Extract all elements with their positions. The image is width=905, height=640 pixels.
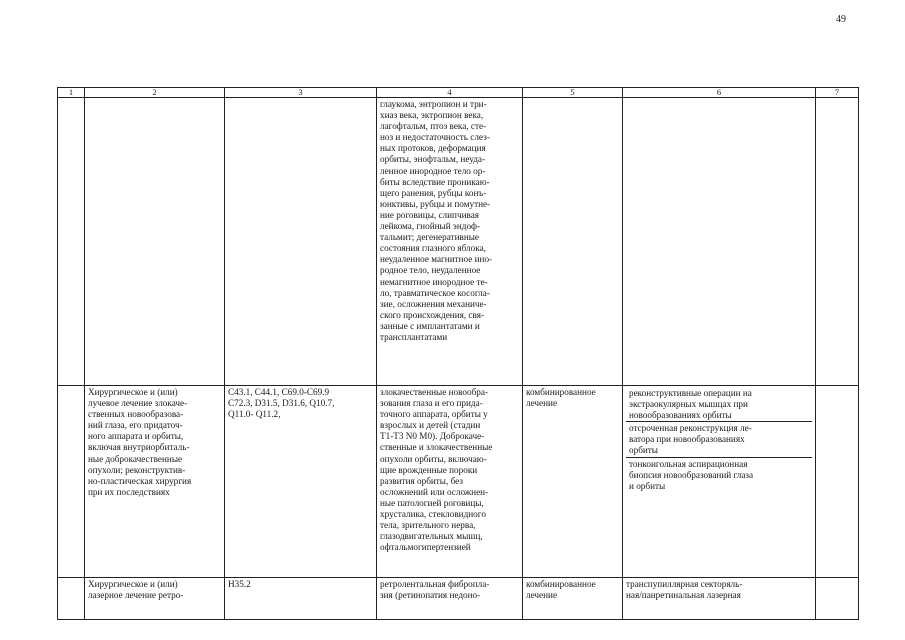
text-line: зия (ретинопатия недоно- (380, 590, 481, 601)
row-cell-diagnosis (377, 98, 523, 386)
text-line: ленное инородное тело ор- (380, 165, 486, 176)
text-line: щие врожденные пороки (380, 464, 478, 475)
text-line: занные с имплантатами и (380, 320, 480, 331)
row-cell-procedure (85, 578, 225, 620)
text-line: точного аппарата, орбиты у (380, 409, 488, 420)
row-cell-treatment-type (523, 98, 623, 386)
text-line: глазодвигательных мышц, (380, 531, 483, 542)
text-line: новообразованиях орбиты (629, 410, 732, 421)
column-number-4: 4 (377, 88, 523, 98)
text-line: H35.2 (228, 579, 251, 589)
row-cell-icd-codes (225, 578, 377, 620)
row-cell-col7 (816, 578, 859, 620)
column-number-1: 1 (58, 88, 85, 98)
method-item (626, 387, 812, 422)
text-line: опухоли; реконструктив- (88, 464, 186, 475)
text-line: Хирургическое и (или) (88, 387, 178, 397)
method-item (626, 422, 812, 457)
text-line: тела, зрительного нерва, (380, 520, 476, 531)
text-line: T1-T3 N0 M0). Доброкаче- (380, 431, 485, 442)
text-line: но-пластическая хирургия (88, 475, 192, 486)
text-line: ретролентальная фибропла- (380, 579, 490, 589)
row-cell-treatment-type (523, 578, 623, 620)
table-header-row (58, 88, 859, 98)
text-line: при их последствиях (88, 486, 170, 497)
text-line: тонкоигольная аспирационная (629, 458, 748, 469)
text-line: неудаленное магнитное ино- (380, 254, 493, 265)
row-cell-icd-codes (225, 386, 377, 578)
text-line: тальмит; дегенеративные (380, 232, 479, 243)
text-line: щего ранения, рубцы конъ- (380, 187, 487, 198)
row-cell-col1 (58, 578, 85, 620)
table-row (58, 98, 859, 386)
text-line: лучевое лечение злокаче- (88, 398, 188, 409)
text-line: лечение (526, 398, 558, 409)
text-line: комбинированное (526, 387, 596, 397)
column-number-7: 7 (816, 88, 859, 98)
row-cell-procedure (85, 386, 225, 578)
text-line: опухоли орбиты, включаю- (380, 453, 487, 464)
text-line: взрослых и детей (стадии (380, 420, 481, 431)
text-line: биты вследствие проникаю- (380, 176, 490, 187)
text-line: лечение (526, 590, 558, 601)
text-line: ственных новообразова- (88, 409, 184, 420)
text-line: глаукома, энтропион и три- (380, 99, 487, 109)
text-line: ные патологией роговицы, (380, 497, 484, 508)
text-line: ные доброкачественные (88, 453, 183, 464)
text-line: орбиты (629, 445, 658, 456)
text-line: юнктивы, рубцы и помутне- (380, 198, 491, 209)
table-row (58, 386, 859, 578)
row-cell-col1 (58, 98, 85, 386)
column-number-6: 6 (623, 88, 816, 98)
text-line: состояния глазного яблока, (380, 243, 486, 254)
text-line: зие, осложнения механиче- (380, 298, 487, 309)
text-line: осложнений или осложнен- (380, 486, 489, 497)
table-row (58, 578, 859, 620)
text-line: биопсия новообразований глаза (629, 469, 754, 480)
row-cell-method (623, 98, 816, 386)
text-line: лейкома, гнойный эндоф- (380, 221, 481, 232)
medical-procedures-table (57, 87, 859, 620)
text-line: ского происхождения, свя- (380, 309, 485, 320)
text-line: Хирургическое и (или) (88, 579, 178, 589)
row-cell-method (623, 578, 816, 620)
text-line: родное тело, неудаленное (380, 265, 481, 276)
text-line: и орбиты (629, 480, 666, 491)
row-cell-icd-codes (225, 98, 377, 386)
text-line: лазерное лечение ретро- (88, 590, 184, 601)
row-cell-procedure (85, 98, 225, 386)
row-cell-treatment-type (523, 386, 623, 578)
text-line: комбинированное (526, 579, 596, 589)
row-cell-col7 (816, 98, 859, 386)
text-line: ных протоков, деформация (380, 143, 486, 154)
text-line: отсроченная реконструкция ле- (629, 423, 752, 434)
row-cell-diagnosis (377, 386, 523, 578)
text-line: ватора при новообразованиях (629, 434, 745, 445)
text-line: ние роговицы, слипчивая (380, 209, 480, 220)
text-line: ственные и злокачественные (380, 442, 493, 453)
text-line: злокачественные новообра- (380, 387, 488, 397)
row-cell-diagnosis (377, 578, 523, 620)
text-line: хрусталика, стекловидного (380, 509, 486, 520)
text-line: экстраокулярных мышцах при (629, 399, 748, 410)
row-cell-method (623, 386, 816, 578)
text-line: трансплантатами (380, 331, 448, 342)
text-line: ло, травматическое косогла- (380, 287, 490, 298)
text-line: включая внутриорбиталь- (88, 442, 190, 453)
row-cell-col7 (816, 386, 859, 578)
text-line: реконструктивные операции на (629, 388, 752, 398)
text-line: офтальмогипертензией (380, 542, 471, 553)
text-line: немагнитное инородное те- (380, 276, 488, 287)
column-number-2: 2 (85, 88, 225, 98)
text-line: Q11.0- Q11.2, (228, 409, 281, 420)
column-number-3: 3 (225, 88, 377, 98)
text-line: орбиты, энофтальм, неуда- (380, 154, 486, 165)
text-line: развития орбиты, без (380, 475, 463, 486)
row-cell-col1 (58, 386, 85, 578)
text-line: лагофтальм, птоз века, сте- (380, 121, 487, 132)
method-item (626, 458, 812, 492)
text-line: C72.3, D31.5, D31.6, Q10.7, (228, 398, 335, 409)
page-number: 49 (836, 14, 846, 25)
text-line: хиаз века, эктропион века, (380, 110, 484, 121)
text-line: транспупиллярная секторяль- (626, 579, 743, 589)
text-line: ная/панретинальная лазерная (626, 590, 741, 601)
text-line: ного аппарата и орбиты, (88, 431, 184, 442)
text-line: зования глаза и его прида- (380, 398, 483, 409)
text-line: C43.1, C44.1, C69.0-C69.9 (228, 387, 330, 397)
text-line: ноз и недостаточность слез- (380, 132, 490, 143)
text-line: ний глаза, его придаточ- (88, 420, 183, 431)
column-number-5: 5 (523, 88, 623, 98)
